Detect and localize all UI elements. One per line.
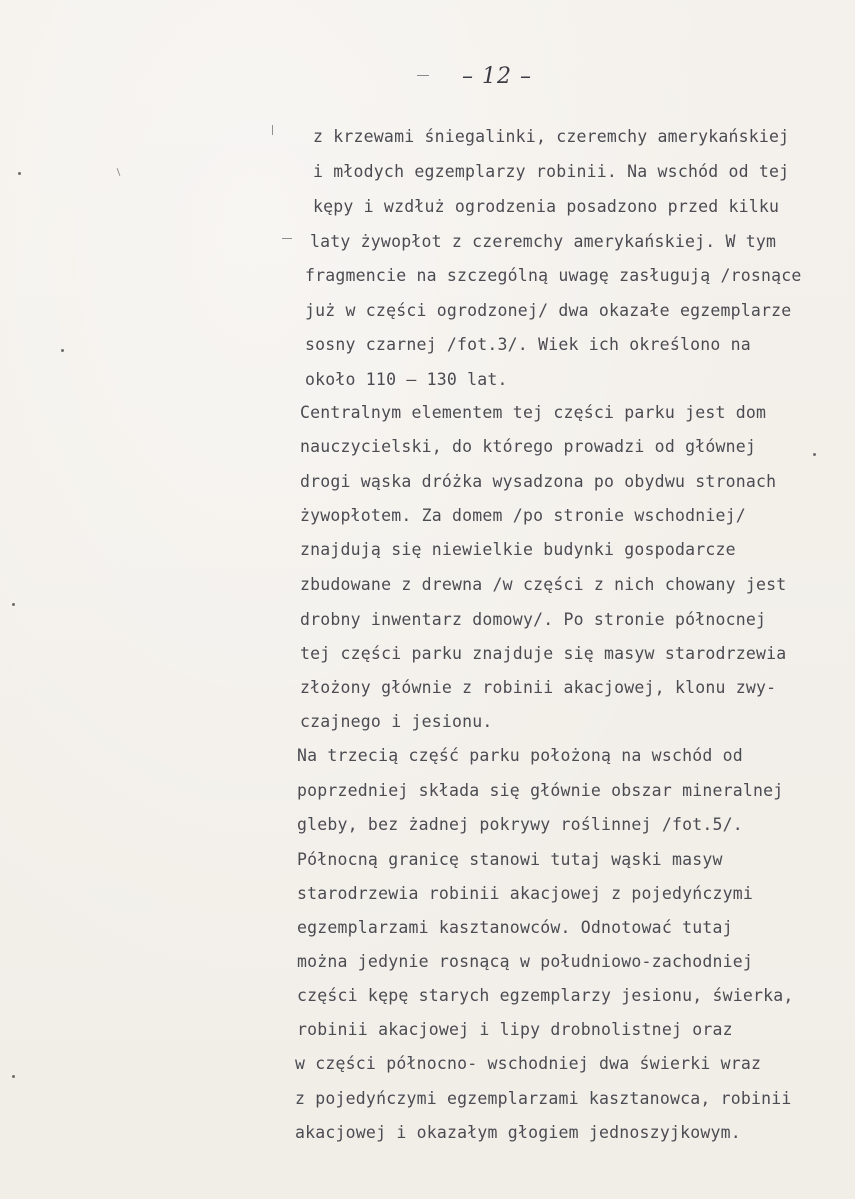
- text-line: czajnego i jesionu.: [300, 712, 493, 731]
- text-line: sosny czarnej /fot.3/. Wiek ich określono na: [305, 335, 751, 354]
- text-line: drogi wąska dróżka wysadzona po obydwu stronach: [300, 472, 777, 491]
- text-line: i młodych egzemplarzy robinii. Na wschód od tej: [313, 162, 790, 181]
- text-line: w części północno- wschodniej dwa świerki wraz: [295, 1054, 762, 1073]
- text-line: z pojedyńczymi egzemplarzami kasztanowca, robinii: [295, 1089, 792, 1108]
- scan-speck: [813, 453, 816, 456]
- text-line: już w części ogrodzonej/ dwa okazałe egzemplarze: [305, 301, 792, 320]
- margin-tick: [272, 125, 273, 135]
- text-line: robinii akacjowej i lipy drobnolistnej oraz: [297, 1020, 733, 1039]
- text-line: nauczycielski, do którego prowadzi od głównej: [300, 437, 757, 456]
- text-line: z krzewami śniegalinki, czeremchy amerykańskiej: [313, 127, 790, 146]
- text-line: kępy i wzdłuż ogrodzenia posadzono przed kilku: [313, 197, 780, 216]
- text-line: egzemplarzami kasztanowców. Odnotować tutaj: [297, 918, 733, 937]
- scan-speck: [61, 349, 64, 352]
- text-line: Na trzecią część parku położoną na wschód od: [297, 746, 743, 765]
- pencil-dash-mark: [417, 75, 429, 76]
- text-line: drobny inwentarz domowy/. Po stronie północnej: [300, 610, 767, 629]
- page-number: – 12 –: [462, 64, 532, 89]
- text-line: fragmencie na szczególną uwagę zasługują /rosnące: [305, 266, 802, 285]
- text-line: starodrzewia robinii akacjowej z pojedyńczymi: [297, 884, 754, 903]
- margin-tick: [282, 238, 292, 239]
- margin-tick: [117, 168, 121, 176]
- text-line: można jedynie rosnącą w południowo-zachodniej: [297, 952, 754, 971]
- text-line: znajdują się niewielkie budynki gospodarcze: [300, 540, 736, 559]
- text-line: akacjowej i okazałym głogiem jednoszyjkowym.: [295, 1123, 741, 1142]
- text-line: około 110 – 130 lat.: [305, 370, 508, 389]
- text-line: części kępę starych egzemplarzy jesionu, świerka,: [297, 986, 794, 1005]
- text-line: złożony głównie z robinii akacjowej, klonu zwy-: [300, 678, 777, 697]
- text-line: zbudowane z drewna /w części z nich chowany jest: [300, 575, 787, 594]
- text-line: laty żywopłot z czeremchy amerykańskiej. W tym: [310, 232, 777, 251]
- text-line: tej części parku znajduje się masyw starodrzewia: [300, 644, 787, 663]
- scan-speck: [12, 1075, 15, 1078]
- scan-speck: [12, 603, 15, 606]
- text-line: żywopłotem. Za domem /po stronie wschodniej/: [300, 506, 746, 525]
- scan-speck: [18, 172, 21, 175]
- text-line: gleby, bez żadnej pokrywy roślinnej /fot.5/.: [297, 815, 743, 834]
- text-line: Północną granicę stanowi tutaj wąski masyw: [297, 850, 723, 869]
- text-line: poprzedniej składa się głównie obszar mineralnej: [297, 781, 784, 800]
- text-line: Centralnym elementem tej części parku jest dom: [300, 403, 767, 422]
